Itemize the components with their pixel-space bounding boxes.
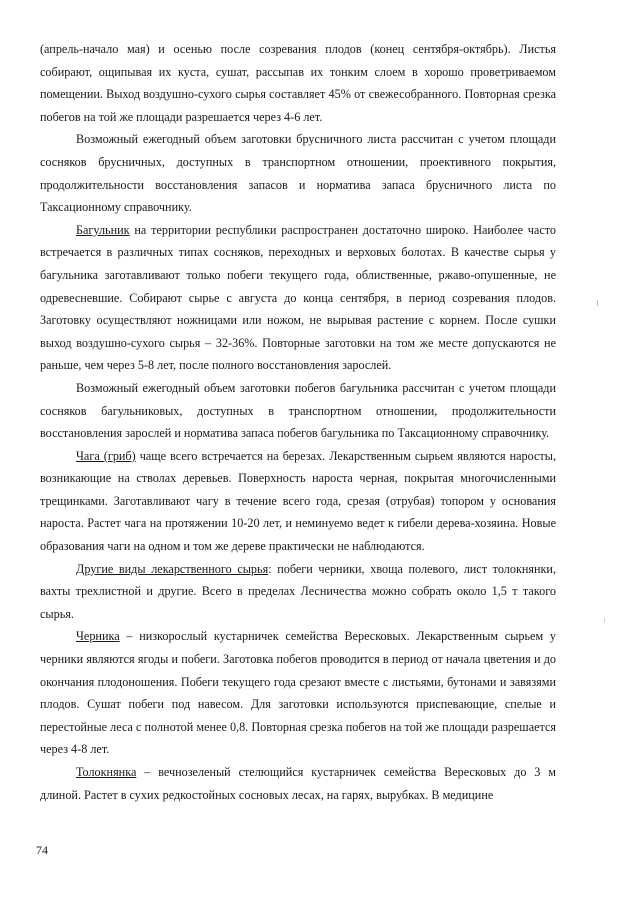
term-other-raw-materials: Другие виды лекарственного сырья — [76, 561, 269, 576]
paragraph-text: : побеги черники, хвоща полевого, лист толокнянки, вахты трехлистной и другие. Всего в пределах Лесничества можно собрать около 1,5 т такого сырья. — [40, 561, 557, 621]
paragraph-text: на территории республики распространен достаточно широко. Наиболее часто встречается в различных типах сосняков, переходных и верховых болотах. В качестве сырья у багульника заготавливают только побеги текущего года, облиственные, ржаво-опушенные, не одревесневшие. Собирают сырье с августа до конца сентября, в период созревания плодов. Заготовку осуществляют ножницами или ножом, не вырывая растение с корнем. После сушки выход воздушно-сухого сырья – 32-36%. Повторные заготовки на том же месте допускаются не раньше, чем через 5-8 лет, после полного восстановления зарослей. — [40, 222, 556, 373]
term-ledum: Багульник — [76, 222, 130, 237]
paragraph-lingonberry-volume — [40, 128, 556, 218]
scan-mark — [604, 618, 605, 623]
term-bearberry: Толокнянка — [76, 765, 137, 779]
paragraph-text: (апрель-начало мая) и осенью после созревания плодов (конец сентября-октябрь). Листья собирают, ощипывая их куста, сушат, рассыпав их тонким слоем в хорошо проветриваемом помещении. Выход воздушно-сухого сырья составляет 45% от свежесобранного. Повторная срезка побегов на той же площади разрешается через 4-6 лет. — [40, 42, 556, 124]
scan-mark — [597, 300, 598, 306]
paragraph-ledum-volume — [40, 377, 556, 445]
paragraph-text: – вечнозеленый стелющийся кустарничек семейства Вересковых до 3 м длиной. Растет в сухих редкостойных сосновых лесах, на гарях, вырубках. В медицине — [40, 765, 556, 802]
paragraph-lingonberry-harvest — [40, 38, 556, 128]
paragraph-bearberry — [40, 761, 556, 806]
paragraph-ledum — [40, 219, 556, 377]
paragraph-text: Возможный ежегодный объем заготовки побегов багульника рассчитан с учетом площади сосняков багульниковых, доступных в транспортном отношении, продолжительности восстановления зарослей и норматива запаса побегов багульника по Таксационному справочнику. — [40, 380, 556, 441]
page-number: 74 — [36, 843, 48, 857]
paragraph-text: – низкорослый кустарничек семейства Вересковых. Лекарственным сырьем у черники являются ягоды и побеги. Заготовка побегов проводится в период от начала цветения и до окончания плодоношения. Побеги текущего года срезают вместе с листьями, бутонами и завязями плодов. Сушат побеги под навесом. Для заготовки используются приспевающие, спелые и перестойные леса с полнотой менее 0,8. Повторная срезка побегов на той же площади разрешается через 4-8 лет. — [40, 629, 556, 757]
term-chaga: Чага (гриб) — [76, 448, 136, 463]
document-body — [40, 38, 556, 806]
paragraph-other-raw-materials — [40, 558, 556, 626]
paragraph-text: чаще всего встречается на березах. Лекарственным сырьем являются наросты, возникающие на стволах деревьев. Поверхность нароста черная, покрытая многочисленными трещинками. Заготавливают чагу в течение всего года, срезая (отрубая) топором у основания нароста. Растет чага на протяжении 10-20 лет, и неминуемо ведет к гибели дерева-хозяина. Новые образования чаги на одном и том же дереве практически не наблюдаются. — [40, 448, 556, 554]
paragraph-text: Возможный ежегодный объем заготовки брусничного листа рассчитан с учетом площади сосняков брусничных, доступных в транспортном отношении, проективного покрытия, продолжительности восстановления запасов и норматива запаса брусничного листа по Таксационному справочнику. — [40, 132, 556, 215]
paragraph-chaga — [40, 445, 556, 558]
paragraph-bilberry — [40, 625, 556, 761]
term-bilberry: Черника — [76, 629, 120, 644]
